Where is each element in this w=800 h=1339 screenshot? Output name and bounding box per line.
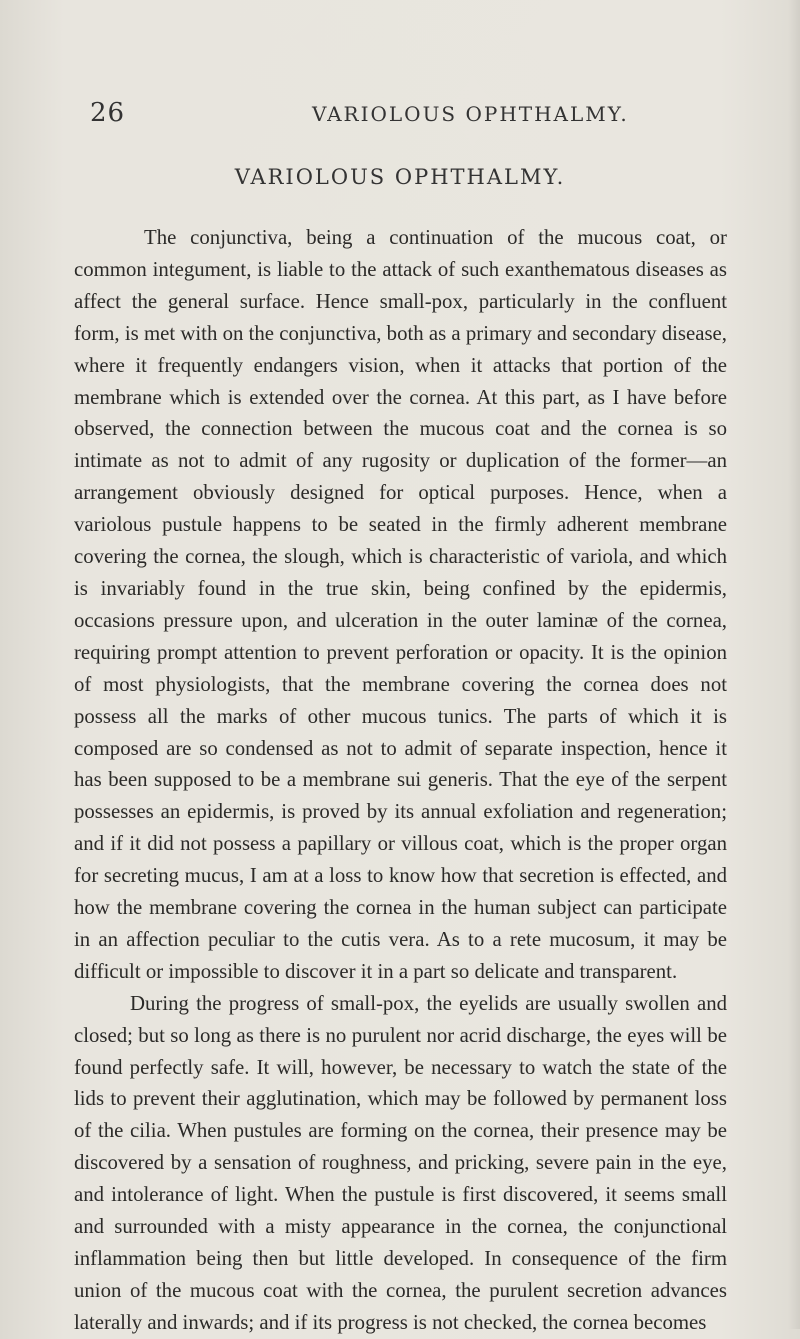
running-title: VARIOLOUS OPHTHALMY. [312, 102, 629, 126]
running-head [90, 98, 730, 138]
chapter-title: VARIOLOUS OPHTHALMY. [234, 165, 566, 189]
page-edge-shadow [788, 0, 800, 1329]
paragraph: During the progress of small-pox, the eyelids are usually swollen and closed; but so long as there is no purulent nor acrid discharge, the eyes will be found perfectly safe. It will, however, be necessary to watch the state of the lids to prevent their agglutination, which may be followed by permanent loss of the cilia. When pustules are forming on the cornea, their presence may be discovered by a sensation of roughness, and pricking, severe pain in the eye, and intolerance of light. When the pustule is first discovered, it seems small and surrounded with a misty appearance in the cornea, the conjunctional inflammation being then but little developed. In consequence of the firm union of the mucous coat with the cornea, the purulent secretion advances laterally and inwards; and if its progress is not checked, the cornea becomes [74, 991, 727, 1334]
body-text [74, 222, 727, 1339]
paragraph: The conjunctiva, being a continuation of the mucous coat, or common integument, is liable to the attack of such exanthematous diseases as affect the general surface. Hence small-pox, particularly in the confluent form, is met with on the conjunctiva, both as a primary and secondary disease, where it frequently endangers vision, when it attacks that portion of the membrane which is extended over the cornea. At this part, as I have before observed, the connection between the mucous coat and the cornea is so intimate as not to admit of any rugosity or duplication of the former—an arrangement obviously designed for optical purposes. Hence, when a variolous pustule happens to be seated in the firmly adherent membrane covering the cornea, the slough, which is characteristic of variola, and which is invariably found in the true skin, being confined by the epidermis, occasions pressure upon, and ulceration in the outer laminæ of the cornea, requiring prompt attention to prevent perforation or opacity. It is the opinion of most physiologists, that the membrane covering the cornea does not possess all the marks of other mucous tunics. The parts of which it is composed are so condensed as not to admit of separate inspection, hence it has been supposed to be a membrane sui generis. That the eye of the serpent possesses an epidermis, is proved by its annual exfoliation and regeneration; and if it did not possess a papillary or villous coat, which is the proper organ for secreting mucus, I am at a loss to know how that secretion is effected, and how the membrane covering the cornea in the human subject can participate in an affection peculiar to the cutis vera. As to a rete mucosum, it may be difficult or impossible to discover it in a part so delicate and transparent. [74, 226, 727, 983]
page-number: 26 [90, 98, 126, 128]
